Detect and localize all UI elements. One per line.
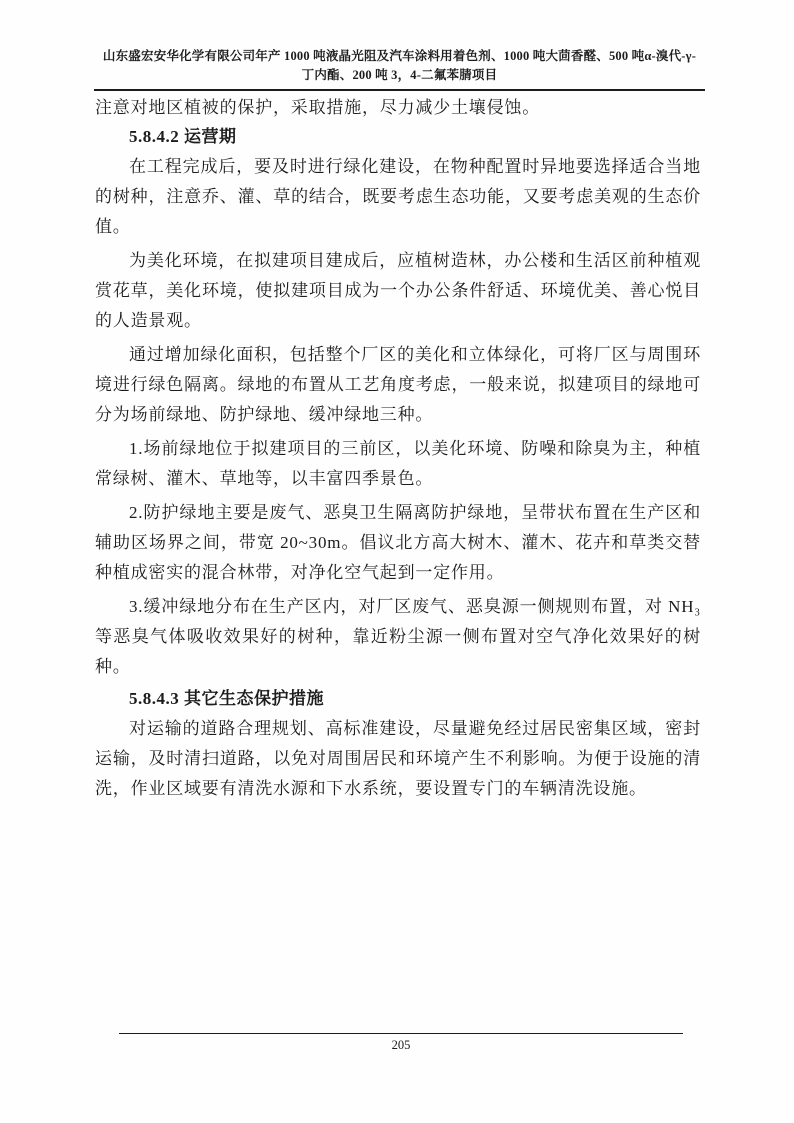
section-heading-5-8-4-3: 5.8.4.3 其它生态保护措施 — [129, 689, 324, 708]
document-body — [95, 94, 701, 808]
header-title-line-1: 山东盛宏安华化学有限公司年产 1000 吨液晶光阻及汽车涂料用着色剂、1000 吨大茴香醛、500 吨α-溴代-γ- — [102, 49, 697, 63]
header-title-line-2: 丁内酯、200 吨 3，4-二氟苯腈项目 — [301, 68, 498, 82]
paragraph: 通过增加绿化面积，包括整个厂区的美化和立体绿化，可将厂区与周围环境进行绿色隔离。绿地的布置从工艺角度考虑，一般来说，拟建项目的绿地可分为场前绿地、防护绿地、缓冲绿地三种。 — [95, 345, 701, 424]
paragraph: 为美化环境，在拟建项目建成后，应植树造林，办公楼和生活区前种植观赏花草，美化环境，使拟建项目成为一个办公条件舒适、环境优美、善心悦目的人造景观。 — [95, 251, 701, 330]
section-heading-5-8-4-2: 5.8.4.2 运营期 — [129, 127, 237, 146]
paragraph-continued: 注意对地区植被的保护，采取措施，尽力减少土壤侵蚀。 — [95, 98, 540, 117]
page-header — [94, 47, 705, 91]
paragraph: 对运输的道路合理规划、高标准建设，尽量避免经过居民密集区域，密封运输，及时清扫道路，以免对周围居民和环境产生不利影响。为便于设施的清洗，作业区域要有清洗水源和下水系统，要设置专门的车辆清洗设施。 — [95, 719, 701, 798]
paragraph-list-item-2: 2.防护绿地主要是废气、恶臭卫生隔离防护绿地，呈带状布置在生产区和辅助区场界之间，带宽 20~30m。倡议北方高大树木、灌木、花卉和草类交替种植成密实的混合林带，对净化空气起到一定作用。 — [95, 503, 701, 582]
paragraph-list-item-3: 3.缓冲绿地分布在生产区内，对厂区废气、恶臭源一侧规则布置，对 NH₃等恶臭气体吸收效果好的树种，靠近粉尘源一侧布置对空气净化效果好的树种。 — [95, 597, 701, 676]
page-number: 205 — [391, 1038, 411, 1052]
footer-divider — [119, 1033, 683, 1034]
paragraph: 在工程完成后，要及时进行绿化建设，在物种配置时异地要选择适合当地的树种，注意乔、灌、草的结合，既要考虑生态功能，又要考虑美观的生态价值。 — [95, 157, 701, 236]
paragraph-list-item-1: 1.场前绿地位于拟建项目的三前区，以美化环境、防噪和除臭为主，种植常绿树、灌木、草地等，以丰富四季景色。 — [95, 439, 701, 488]
